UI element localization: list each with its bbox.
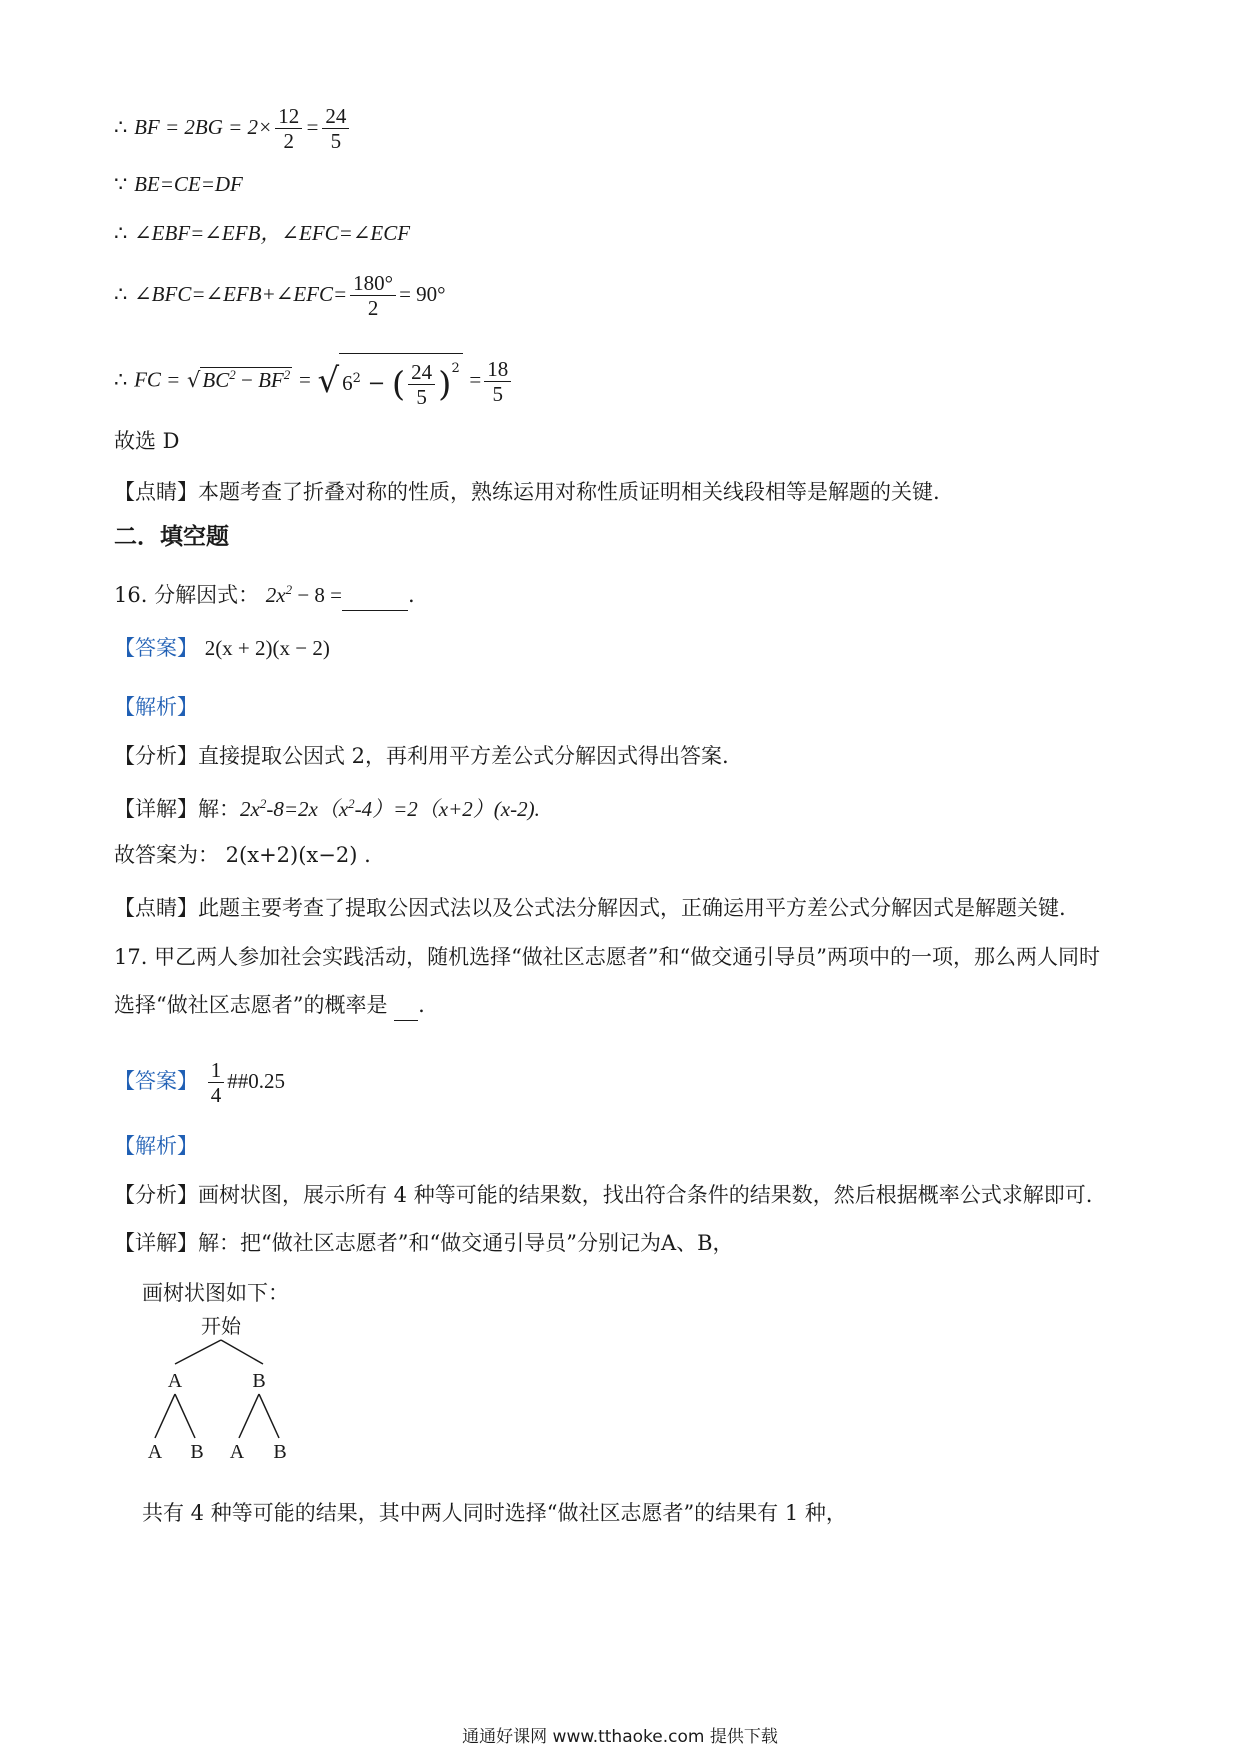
angle-bfc-lhs: ∠BFC=∠EFB+∠EFC= [134, 282, 348, 306]
therefore-symbol: ∴ [114, 282, 128, 306]
radicand-1 [200, 367, 292, 392]
equals: = [305, 115, 320, 139]
exponent: 2 [285, 582, 293, 597]
fraction-denominator: 5 [330, 129, 342, 153]
fraction-numerator: 12 [275, 104, 302, 129]
calc-line-5 [114, 353, 514, 409]
q15-choice: 故选 D [114, 429, 180, 453]
term: 2x [240, 797, 260, 821]
equal-angles: ∠EBF=∠EFB，∠EFC=∠ECF [134, 221, 411, 245]
answer-label: 【答案】 [114, 636, 198, 660]
q16-label: 16. 分解因式： [114, 583, 260, 607]
because-symbol: ∵ [114, 172, 128, 196]
calc-line-3 [114, 218, 410, 248]
fraction-24-5-inner [408, 360, 435, 409]
therefore-symbol: ∴ [114, 221, 128, 245]
answer-label: 【答案】 [114, 1069, 198, 1093]
fraction-denominator: 2 [283, 129, 294, 153]
tree-leaf: B [190, 1441, 204, 1462]
minus-eight: − 8 = [292, 583, 343, 607]
exponent: 2 [229, 366, 236, 382]
radicand-2 [339, 353, 463, 409]
fraction-numerator: 24 [408, 360, 435, 385]
q17-conclusion: 共有 4 种等可能的结果，其中两人同时选择“做社区志愿者”的结果有 1 种， [142, 1501, 847, 1525]
q17-question-line-2 [114, 990, 425, 1021]
q16-answer [114, 633, 330, 663]
fraction-18-5 [484, 357, 511, 406]
equals: = [469, 367, 482, 392]
angle-result: = 90° [399, 282, 446, 306]
q15-note: 【点睛】本题考查了折叠对称的性质，熟练运用对称性质证明相关线段相等是解题的关键. [114, 480, 940, 504]
tree-edge [239, 1394, 259, 1438]
detail-expression [240, 797, 540, 821]
sqrt-expression-1 [187, 360, 292, 395]
q16-expression [266, 583, 342, 607]
fraction-numerator: 24 [322, 104, 349, 129]
exponent: 2 [259, 796, 267, 811]
q16-jiexi: 【解析】 [114, 695, 198, 719]
tree-edge [175, 1340, 221, 1364]
detail-label: 【详解】解： [114, 797, 240, 821]
tree-edge [259, 1394, 279, 1438]
fraction-denominator: 5 [492, 381, 503, 406]
q17-tree-intro: 画树状图如下： [142, 1281, 289, 1305]
radical-sign: √ [317, 361, 340, 401]
period: . [418, 993, 425, 1017]
sqrt-expression-2 [317, 353, 462, 409]
answer-blank [342, 580, 408, 611]
minus: − [235, 367, 259, 392]
answer-alt: ##0.25 [227, 1069, 285, 1093]
fraction-denominator: 2 [367, 296, 379, 320]
q17-text: 选择“做社区志愿者”的概率是 [114, 993, 388, 1017]
tree-leaf: B [273, 1441, 287, 1462]
section-heading: 二．填空题 [114, 523, 229, 550]
exponent: 2 [451, 361, 460, 376]
q17-fenxi: 【分析】画树状图，展示所有 4 种等可能的结果数，找出符合条件的结果数，然后根据概率公式求解即可. [114, 1183, 1093, 1207]
tree-edge [155, 1394, 175, 1438]
therefore-symbol: ∴ [114, 115, 128, 139]
q16-note: 【点睛】此题主要考查了提取公因式法以及公式法分解因式，正确运用平方差公式分解因式是解题关键. [114, 896, 1066, 920]
term: -4）=2（x+2）(x-2). [354, 797, 540, 821]
fraction-numerator: 1 [208, 1058, 225, 1083]
fraction-numerator: 180° [350, 271, 396, 296]
minus: − [367, 371, 386, 395]
tree-edge [221, 1340, 263, 1364]
fraction-1-4 [208, 1058, 225, 1107]
therefore-symbol: ∴ [114, 367, 128, 392]
answer-value: 2(x + 2)(x − 2) [204, 636, 330, 660]
tree-root: 开始 [201, 1316, 241, 1338]
tree-node-b: B [252, 1370, 266, 1392]
exponent: 2 [348, 796, 355, 811]
fc-lhs: FC = [134, 367, 181, 392]
q17-question-line-1: 17. 甲乙两人参加社会实践活动，随机选择“做社区志愿者”和“做交通引导员”两项中的一项，那么两人同时 [114, 945, 1101, 969]
page-footer: 通通好课网 www.tthaoke.com 提供下载 [462, 1727, 778, 1747]
fraction-numerator: 18 [484, 357, 511, 382]
period: . [408, 583, 415, 607]
term: -8=2x（x [266, 797, 349, 821]
equal-segments: BE=CE=DF [134, 172, 243, 196]
q17-jiexi: 【解析】 [114, 1134, 198, 1158]
tree-node-a: A [167, 1370, 183, 1392]
exponent: 2 [283, 366, 291, 382]
paren-close: ) [438, 364, 452, 405]
fraction-180-2 [350, 271, 396, 320]
term-2x: 2x [265, 583, 286, 607]
radical-sign: √ [187, 367, 201, 392]
calc-line-2 [114, 169, 243, 199]
term-six: 6 [342, 371, 353, 395]
term-bc: BC [202, 367, 230, 392]
tree-leaf: A [229, 1441, 245, 1462]
equals: = [298, 367, 311, 392]
term-bf: BF [258, 367, 284, 392]
tree-leaf: A [147, 1441, 163, 1462]
fraction-denominator: 4 [210, 1083, 222, 1107]
fraction-12-2 [275, 104, 302, 153]
q16-fenxi: 【分析】直接提取公因式 2，再利用平方差公式分解因式得出答案. [114, 744, 729, 768]
q16-final: 故答案为： 2(x+2)(x−2) . [114, 843, 371, 867]
exponent: 2 [352, 371, 361, 386]
q16-prompt [114, 575, 415, 611]
bf-lhs: BF = 2BG = 2× [134, 115, 273, 139]
tree-diagram [145, 1312, 345, 1462]
fraction-24-5 [322, 104, 349, 153]
fraction-denominator: 5 [416, 385, 427, 409]
answer-blank [394, 990, 418, 1021]
q16-xiangjie [114, 789, 540, 824]
q17-xiangjie: 【详解】解：把“做社区志愿者”和“做交通引导员”分别记为A、B， [114, 1231, 734, 1255]
q17-answer [114, 1058, 285, 1107]
calc-line-4 [114, 271, 446, 320]
paren-open: ( [391, 364, 406, 405]
calc-line-1 [114, 104, 352, 153]
tree-edge [175, 1394, 195, 1438]
